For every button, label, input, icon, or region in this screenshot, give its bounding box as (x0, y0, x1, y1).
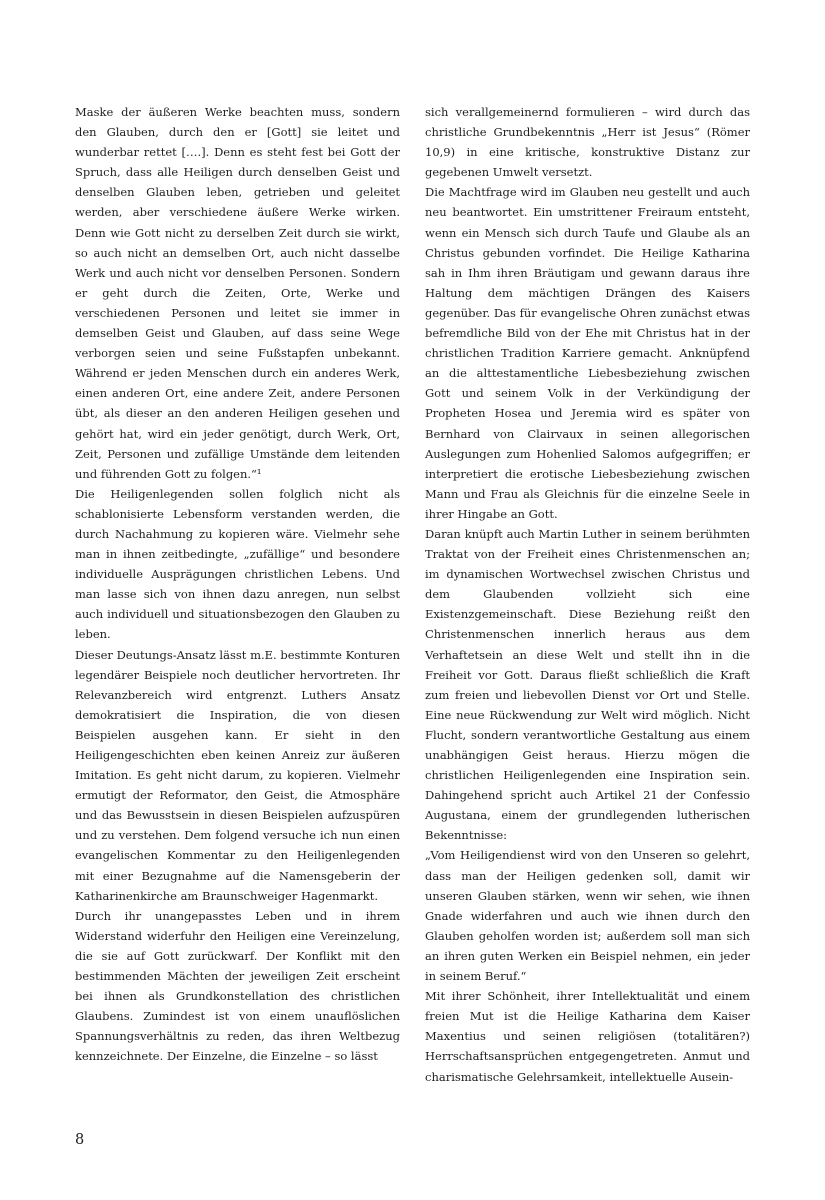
paragraph: Dieser Deutungs-Ansatz lässt m.E. bestimmte Konturen legendärer Beispiele noch deutlicher hervortreten. Ihr Relevanzbereich wird entgrenzt. Luthers Ansatz demokratisiert die Inspiration, die von diesen Beispielen ausgehen kann. Er sieht in den Heiligengeschichten eben keinen Anreiz zur äußeren Imitation. Es geht nicht darum, zu kopieren. Vielmehr ermutigt der Reformator, den Geist, die Atmosphäre und das Bewusstsein in diesen Beispielen aufzuspüren und zu verstehen. Dem folgend versuche ich nun einen evangelischen Kommentar zu den Heiligenlegenden mit einer Bezugnahme auf die Namensgeberin der Katharinenkirche am Braunschweiger Hagenmarkt. (75, 647, 400, 903)
paragraph: sich verallgemeinernd formulieren – wird durch das christliche Grundbekenntnis „Herr ist Jesus“ (Römer 10,9) in eine kritische, konstruktive Distanz zur gegebenen Umwelt versetzt. (425, 105, 750, 180)
paragraph: Die Machtfrage wird im Glauben neu gestellt und auch neu beantwortet. Ein umstrittener Freiraum entsteht, wenn ein Mensch sich durch Taufe und Glaube als an Christus gebunden vorfindet. Die Heilige Katharina sah in Ihm ihren Bräutigam und gewann daraus ihre Haltung dem mächtigen Drängen des Kaisers gegenüber. Das für evangelische Ohren zunächst etwas befremdliche Bild von der Ehe mit Christus hat in der christlichen Tradition Karriere gemacht. Anknüpfend an die alttestamentliche Liebesbeziehung zwischen Gott und seinem Volk in der Verkündigung der Propheten Hosea und Jeremia wird es später von Bernhard von Clairvaux in seinen allegorischen Auslegungen zum Hohenlied Salomos aufgegriffen; er interpretiert die erotische Liebesbeziehung zwischen Mann und Frau als Gleichnis für die einzelne Seele in ihrer Hingabe an Gott. (425, 185, 750, 521)
paragraph: Durch ihr unangepasstes Leben und in ihrem Widerstand widerfuhr den Heiligen eine Vereinzelung, die sie auf Gott zurückwarf. Der Konflikt mit den bestimmenden Mächten der jeweiligen Zeit erscheint bei ihnen als Grundkonstellation des christlichen Glaubens. Zumindest ist von einem unauflöslichen Spannungsverhältnis zu reden, das ihren Weltbezug kennzeichnete. Der Einzelne, die Einzelne – so lässt (75, 908, 400, 1064)
left-text-column (75, 102, 400, 1067)
paragraph: Mit ihrer Schönheit, ihrer Intellektualität und einem freien Mut ist die Heilige Katharina dem Kaiser Maxentius und seinen religiösen (totalitären?) Herrschaftsansprüchen entgegengetreten. Anmut und charismatische Gelehrsamkeit, intellektuelle Ausein- (425, 989, 750, 1084)
paragraph: Die Heiligenlegenden sollen folglich nicht als schablonisierte Lebensform verstanden werden, die durch Nachahmung zu kopieren wäre. Vielmehr sehe man in ihnen zeitbedingte, „zufällige“ und besondere individuelle Ausprägungen christlichen Lebens. Und man lasse sich von ihnen dazu anregen, nun selbst auch individuell und situationsbezogen den Glauben zu leben. (75, 486, 400, 642)
block-quote: „Vom Heiligendienst wird von den Unseren so gelehrt, dass man der Heiligen gedenken soll, damit wir unseren Glauben stärken, wenn wir sehen, wie ihnen Gnade widerfahren und auch wie ihnen durch den Glauben geholfen worden ist; außerdem soll man sich an ihren guten Werken ein Beispiel nehmen, ein jeder in seinem Beruf.“ (425, 848, 750, 984)
paragraph: Maske der äußeren Werke beachten muss, sondern den Glauben, durch den er [Gott] sie leitet und wunderbar rettet [….]. Denn es steht fest bei Gott der Spruch, dass alle Heiligen durch denselben Geist und denselben Glauben leben, getrieben und geleitet werden, aber verschiedene äußere Werke wirken. Denn wie Gott nicht zu derselben Zeit durch sie wirkt, so auch nicht an demselben Ort, auch nicht dasselbe Werk und auch nicht vor denselben Personen. Sondern er geht durch die Zeiten, Orte, Werke und verschiedenen Personen und leitet sie immer in demselben Geist und Glauben, auf dass seine Wege verborgen seien und seine Fußstapfen unbekannt. Während er jeden Menschen durch ein anderes Werk, einen anderen Ort, eine andere Zeit, andere Personen übt, als dieser an den anderen Heiligen gesehen und gehört hat, wird ein jeder genötigt, durch Werk, Ort, Zeit, Personen und zufällige Umstände dem leitenden und führenden Gott zu folgen.“¹ (75, 105, 400, 481)
right-text-column (425, 102, 750, 1087)
paragraph: Daran knüpft auch Martin Luther in seinem berühmten Traktat von der Freiheit eines Christenmenschen an; im dynamischen Wortwechsel zwischen Christus und dem Glaubenden vollzieht sich eine Existenzgemeinschaft. Diese Beziehung reißt den Christenmenschen innerlich heraus aus dem Verhaftetsein an diese Welt und stellt ihn in die Freiheit vor Gott. Daraus fließt schließlich die Kraft zum freien und liebevollen Dienst vor Ort und Stelle. Eine neue Rückwendung zur Welt wird möglich. Nicht Flucht, sondern verantwortliche Gestaltung aus einem unabhängigen Geist heraus. Hierzu mögen die christlichen Heiligenlegenden eine Inspiration sein. Dahingehend spricht auch Artikel 21 der Confessio Augustana, einem der grundlegenden lutherischen Bekenntnisse: (425, 526, 750, 843)
page-number: 8 (75, 1132, 85, 1148)
